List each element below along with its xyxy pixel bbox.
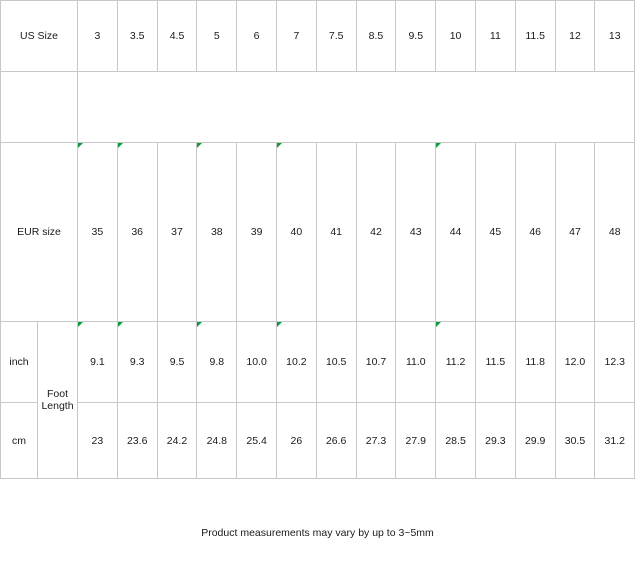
cell-eur-size-8: 43 [396,143,436,322]
cell-inch-4: 10.0 [237,322,277,403]
group-label-foot-length: Foot Length [38,322,78,479]
cell-inch-7: 10.7 [356,322,396,403]
table-row-cm [1,403,635,479]
cell-eur-size-3: 38 [197,143,237,322]
corner-mark-icon [277,143,282,148]
cell-eur-size-13: 48 [595,143,635,322]
cell-cm-7: 27.3 [356,403,396,479]
corner-mark-icon [118,322,123,327]
cell-us-size-13: 13 [595,1,635,72]
cell-cm-13: 31.2 [595,403,635,479]
cell-us-size-3: 5 [197,1,237,72]
cell-cm-3: 24.8 [197,403,237,479]
corner-mark-icon [277,322,282,327]
cell-inch-11: 11.8 [515,322,555,403]
cell-eur-size-5: 40 [276,143,316,322]
cell-eur-size-2: 37 [157,143,197,322]
cell-us-size-6: 7.5 [316,1,356,72]
cell-us-size-8: 9.5 [396,1,436,72]
row-label-eur-size: EUR size [1,143,78,322]
cell-us-size-12: 12 [555,1,595,72]
cell-cm-5: 26 [276,403,316,479]
cell-cm-6: 26.6 [316,403,356,479]
table-row-inch [1,322,635,403]
gap-cell-label [1,72,78,143]
cell-inch-13: 12.3 [595,322,635,403]
cell-cm-1: 23.6 [117,403,157,479]
cell-inch-2: 9.5 [157,322,197,403]
cell-inch-12: 12.0 [555,322,595,403]
cell-cm-10: 29.3 [475,403,515,479]
cell-us-size-11: 11.5 [515,1,555,72]
row-label-inch: inch [1,322,38,403]
cell-us-size-7: 8.5 [356,1,396,72]
table-row-us-size [1,1,635,72]
cell-eur-size-1: 36 [117,143,157,322]
cell-eur-size-11: 46 [515,143,555,322]
cell-eur-size-4: 39 [237,143,277,322]
table-row-gap [1,72,635,143]
measurement-footnote: Product measurements may vary by up to 3~5mm [201,527,434,539]
cell-eur-size-10: 45 [475,143,515,322]
corner-mark-icon [78,322,83,327]
corner-mark-icon [197,322,202,327]
cell-inch-9: 11.2 [436,322,476,403]
cell-eur-size-12: 47 [555,143,595,322]
cell-cm-0: 23 [78,403,118,479]
cell-us-size-4: 6 [237,1,277,72]
cell-cm-2: 24.2 [157,403,197,479]
corner-mark-icon [197,143,202,148]
cell-us-size-5: 7 [276,1,316,72]
table-row-eur-size [1,143,635,322]
cell-inch-8: 11.0 [396,322,436,403]
cell-inch-5: 10.2 [276,322,316,403]
corner-mark-icon [436,143,441,148]
cell-eur-size-7: 42 [356,143,396,322]
cell-us-size-0: 3 [78,1,118,72]
corner-mark-icon [78,143,83,148]
cell-inch-10: 11.5 [475,322,515,403]
row-label-cm: cm [1,403,38,479]
cell-cm-12: 30.5 [555,403,595,479]
cell-cm-4: 25.4 [237,403,277,479]
gap-cell-body [78,72,635,143]
corner-mark-icon [436,322,441,327]
cell-cm-8: 27.9 [396,403,436,479]
cell-inch-3: 9.8 [197,322,237,403]
cell-us-size-9: 10 [436,1,476,72]
cell-eur-size-6: 41 [316,143,356,322]
cell-inch-1: 9.3 [117,322,157,403]
cell-eur-size-9: 44 [436,143,476,322]
cell-eur-size-0: 35 [78,143,118,322]
cell-us-size-1: 3.5 [117,1,157,72]
cell-us-size-2: 4.5 [157,1,197,72]
cell-inch-0: 9.1 [78,322,118,403]
row-label-us-size: US Size [1,1,78,72]
cell-us-size-10: 11 [475,1,515,72]
corner-mark-icon [118,143,123,148]
cell-cm-11: 29.9 [515,403,555,479]
cell-cm-9: 28.5 [436,403,476,479]
cell-inch-6: 10.5 [316,322,356,403]
